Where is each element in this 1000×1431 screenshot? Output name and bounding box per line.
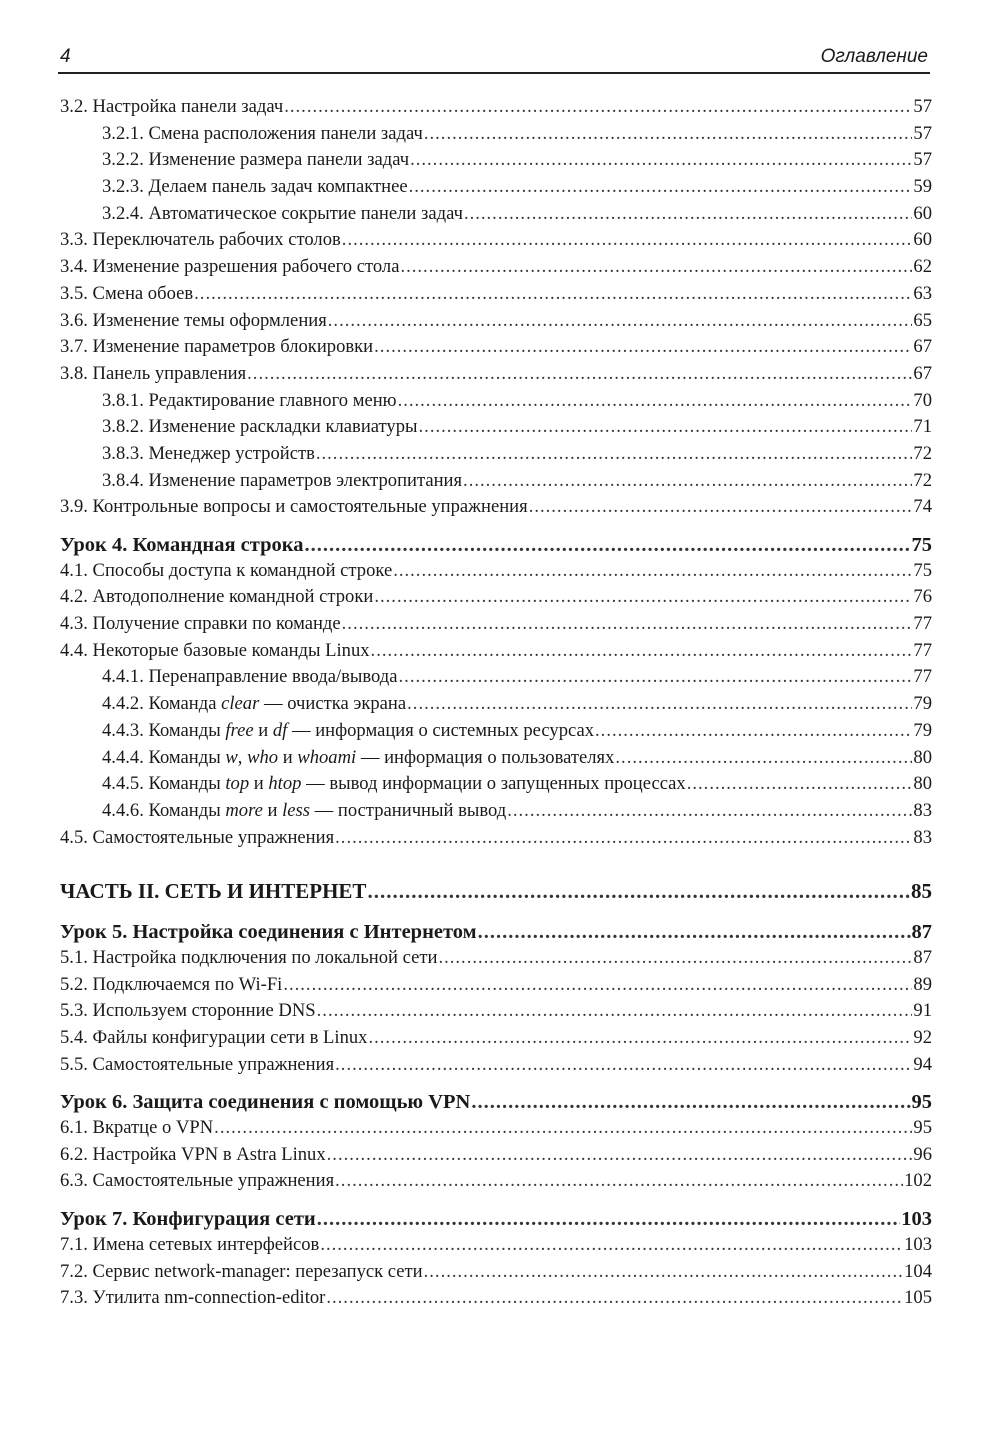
toc-entry [60, 95, 932, 122]
command-name: who [247, 746, 279, 768]
toc-entry [60, 665, 932, 692]
toc-entry-title [102, 799, 506, 823]
title-text: 4.4.2. Команда [102, 693, 222, 715]
dot-leader [247, 362, 912, 386]
command-name: less [282, 799, 311, 821]
dot-leader [367, 877, 910, 905]
toc-page-number: 95 [913, 1117, 932, 1139]
toc-entry-title: 3.3. Переключатель рабочих столов [60, 229, 341, 251]
toc-lesson-entry [60, 919, 932, 946]
toc-entry-title [102, 746, 614, 770]
toc-page-number: 62 [913, 256, 932, 278]
toc-entry [60, 282, 932, 309]
toc-entry-title: 3.6. Изменение темы оформления [60, 309, 327, 331]
page-header [58, 44, 930, 74]
toc-entry-title: 3.5. Смена обоев [60, 282, 194, 304]
toc-page-number: 103 [904, 1233, 932, 1255]
toc-page-number: 77 [913, 613, 932, 635]
dot-leader [399, 665, 913, 689]
toc-entry [60, 1260, 932, 1287]
toc-entry [60, 1026, 932, 1053]
dot-leader [400, 255, 912, 279]
dot-leader [419, 415, 913, 439]
title-text: — информация о пользователях [356, 746, 615, 768]
dot-leader [342, 228, 913, 252]
toc-entry-title: 3.4. Изменение разрешения рабочего стола [60, 256, 400, 278]
toc-entry [60, 335, 932, 362]
dot-leader [393, 559, 912, 583]
title-text: — вывод информации о запущенных процессах [301, 773, 686, 795]
title-text: , [237, 746, 248, 768]
toc-entry [60, 826, 932, 853]
dot-leader [595, 719, 912, 743]
toc-page-number: 59 [913, 176, 932, 198]
toc-entry [60, 1116, 932, 1143]
toc-entry [60, 442, 932, 469]
toc-page-number: 70 [913, 389, 932, 411]
toc-page-number: 75 [913, 559, 932, 581]
title-text: — постраничный вывод [310, 799, 507, 821]
dot-leader [398, 389, 913, 413]
dot-leader [317, 1206, 901, 1232]
toc-entry-title: 6.3. Самостоятельные упражнения [60, 1170, 335, 1192]
dot-leader [328, 309, 913, 333]
toc-entry-title: Урок 6. Защита соединения с помощью VPN [60, 1091, 471, 1114]
toc-entry [60, 999, 932, 1026]
dot-leader [471, 1089, 910, 1115]
dot-leader [424, 122, 913, 146]
toc-entry-title: 3.7. Изменение параметров блокировки [60, 336, 374, 358]
toc-page-number: 87 [911, 921, 932, 944]
toc-entry [60, 719, 932, 746]
toc-page-number: 67 [913, 362, 932, 384]
dot-leader [320, 1233, 903, 1257]
toc-entry-title: 3.8.1. Редактирование главного меню [102, 389, 397, 411]
toc-page-number: 72 [913, 469, 932, 491]
dot-leader [529, 495, 913, 519]
toc-entry-title: 5.4. Файлы конфигурации сети в Linux [60, 1027, 368, 1048]
dot-leader [410, 148, 912, 172]
toc-entry-title: ЧАСТЬ II. СЕТЬ И ИНТЕРНЕТ [60, 879, 367, 904]
toc-page-number: 77 [913, 666, 932, 688]
toc-entry-title: 3.2.3. Делаем панель задач компактнее [102, 176, 408, 198]
toc-page-number: 89 [913, 973, 932, 995]
dot-leader [463, 469, 912, 493]
toc-page-number: 57 [913, 122, 932, 144]
dot-leader [335, 826, 912, 850]
dot-leader [214, 1116, 912, 1140]
toc-page-number: 63 [913, 282, 932, 304]
dot-leader [305, 532, 911, 558]
dot-leader [687, 772, 913, 796]
command-name: df [272, 719, 288, 741]
toc-page-number: 87 [913, 946, 932, 968]
toc-entry [60, 746, 932, 773]
dot-leader [464, 202, 912, 226]
command-name: w [225, 746, 238, 768]
toc-entry-title: 3.8.3. Менеджер устройств [102, 442, 315, 464]
toc-entry [60, 799, 932, 826]
dot-leader [327, 1143, 913, 1167]
toc-entry [60, 1169, 932, 1196]
dot-leader [409, 175, 913, 199]
toc-page-number: 57 [913, 96, 932, 117]
toc-entry [60, 1143, 932, 1170]
toc-entry [60, 389, 932, 416]
title-text: — информация о системных ресурсах [287, 719, 595, 741]
title-text: и [253, 719, 273, 741]
toc-entry [60, 612, 932, 639]
command-name: free [225, 719, 254, 741]
toc-page-number: 72 [913, 442, 932, 464]
dot-leader [326, 1286, 903, 1310]
toc-page-number: 83 [913, 799, 932, 821]
toc-entry-title: 5.5. Самостоятельные упражнения [60, 1053, 335, 1075]
dot-leader [342, 612, 913, 636]
toc-page-number: 79 [913, 719, 932, 741]
toc-page-number: 75 [911, 534, 932, 556]
toc-entry-title: 7.1. Имена сетевых интерфейсов [60, 1233, 320, 1255]
toc-entry [60, 122, 932, 149]
dot-leader [283, 973, 912, 997]
toc-lesson-entry [60, 1089, 932, 1116]
title-text: 4.4.4. Команды [102, 746, 226, 768]
toc-page-number: 67 [913, 336, 932, 358]
title-text: и [262, 799, 283, 821]
toc-page-number: 74 [913, 496, 932, 518]
toc-entry [60, 973, 932, 1000]
toc-entry-title: 7.3. Утилита nm-connection-editor [60, 1287, 326, 1309]
toc-entry-title: 3.2.4. Автоматическое сокрытие панели задач [102, 202, 463, 224]
dot-leader [335, 1169, 903, 1193]
toc-entry [60, 362, 932, 389]
toc-entry-title: 4.3. Получение справки по команде [60, 613, 341, 635]
toc-entry-title: 4.5. Самостоятельные упражнения [60, 826, 335, 848]
toc-entry [60, 1286, 932, 1313]
toc-entry-title: Урок 7. Конфигурация сети [60, 1208, 316, 1231]
toc-page-number: 71 [913, 416, 932, 438]
toc-page-number: 92 [913, 1027, 932, 1048]
toc-page-number: 76 [913, 586, 932, 608]
toc-entry-title: 3.2. Настройка панели задач [60, 96, 284, 117]
toc-entry [60, 559, 932, 586]
toc-entry [60, 228, 932, 255]
toc-entry [60, 415, 932, 442]
toc-part-entry [60, 877, 932, 907]
table-of-contents [60, 95, 932, 1313]
dot-leader [317, 999, 913, 1023]
toc-entry-title [102, 719, 594, 743]
toc-lesson-entry [60, 532, 932, 559]
toc-page-number: 95 [911, 1091, 932, 1114]
toc-entry-title [102, 692, 406, 716]
toc-page-number: 103 [901, 1208, 932, 1231]
toc-entry-title: 4.2. Автодополнение командной строки [60, 586, 374, 608]
toc-page-number: 105 [904, 1287, 932, 1309]
toc-entry [60, 946, 932, 973]
dot-leader [407, 692, 912, 716]
toc-entry-title: 5.3. Используем сторонние DNS [60, 1000, 316, 1022]
dot-leader [335, 1053, 912, 1077]
toc-entry-title [102, 772, 686, 796]
toc-page-number: 83 [913, 826, 932, 848]
toc-entry-title: 4.4.1. Перенаправление ввода/вывода [102, 666, 398, 688]
toc-page-number: 79 [913, 693, 932, 715]
toc-entry-title: 3.8.2. Изменение раскладки клавиатуры [102, 416, 418, 438]
toc-page-number: 85 [911, 879, 932, 904]
dot-leader [194, 282, 912, 306]
toc-page-number: 91 [913, 1000, 932, 1022]
toc-entry [60, 772, 932, 799]
toc-entry-title: 4.4. Некоторые базовые команды Linux [60, 639, 370, 661]
toc-entry [60, 495, 932, 522]
toc-page-number: 65 [913, 309, 932, 331]
dot-leader [424, 1260, 903, 1284]
dot-leader [374, 585, 912, 609]
title-text: и [278, 746, 298, 768]
toc-page-number: 94 [913, 1053, 932, 1075]
title-text: 4.4.6. Команды [102, 799, 226, 821]
toc-entry [60, 148, 932, 175]
title-text: 4.4.5. Команды [102, 773, 226, 795]
page-number: 4 [60, 46, 71, 67]
command-name: clear [221, 693, 260, 715]
dot-leader [507, 799, 912, 823]
toc-page-number: 104 [904, 1260, 932, 1282]
toc-entry [60, 1233, 932, 1260]
command-name: htop [268, 773, 302, 795]
dot-leader [316, 442, 913, 466]
dot-leader [284, 95, 912, 119]
toc-lesson-entry [60, 1206, 932, 1233]
dot-leader [478, 919, 911, 945]
toc-entry-title: 5.2. Подключаемся по Wi-Fi [60, 973, 283, 995]
toc-page-number: 60 [913, 202, 932, 224]
toc-page-number: 77 [913, 639, 932, 661]
dot-leader [374, 335, 912, 359]
command-name: whoami [297, 746, 357, 768]
toc-entry [60, 309, 932, 336]
toc-entry-title: 6.2. Настройка VPN в Astra Linux [60, 1143, 326, 1165]
title-text: — очистка экрана [259, 693, 407, 715]
toc-entry-title: 4.1. Способы доступа к командной строке [60, 559, 393, 581]
toc-entry [60, 469, 932, 496]
toc-page-number: 80 [913, 746, 932, 768]
title-text: 4.4.3. Команды [102, 719, 226, 741]
command-name: top [225, 773, 250, 795]
toc-entry-title: 6.1. Вкратце о VPN [60, 1117, 214, 1139]
toc-entry-title: 3.9. Контрольные вопросы и самостоятельные упражнения [60, 496, 528, 518]
toc-entry [60, 1053, 932, 1080]
toc-entry [60, 175, 932, 202]
toc-page-number: 102 [904, 1170, 932, 1192]
running-head-title: Оглавление [820, 46, 928, 67]
dot-leader [371, 639, 913, 663]
toc-entry-title: Урок 4. Командная строка [60, 534, 304, 556]
toc-page-number: 80 [913, 773, 932, 795]
toc-entry-title: 3.2.2. Изменение размера панели задач [102, 149, 410, 171]
toc-entry [60, 585, 932, 612]
toc-entry [60, 639, 932, 666]
command-name: more [225, 799, 263, 821]
toc-entry-title: Урок 5. Настройка соединения с Интернетом [60, 921, 477, 944]
toc-entry [60, 202, 932, 229]
toc-entry-title: 5.1. Настройка подключения по локальной сети [60, 946, 438, 968]
toc-entry-title: 7.2. Сервис network-manager: перезапуск сети [60, 1260, 423, 1282]
toc-page-number: 57 [913, 149, 932, 171]
dot-leader [438, 946, 912, 970]
toc-page-number: 60 [913, 229, 932, 251]
toc-entry-title: 3.8.4. Изменение параметров электропитания [102, 469, 463, 491]
toc-entry [60, 255, 932, 282]
title-text: и [249, 773, 269, 795]
dot-leader [368, 1026, 912, 1050]
dot-leader [615, 746, 912, 770]
toc-entry-title: 3.2.1. Смена расположения панели задач [102, 122, 423, 144]
toc-page-number: 96 [913, 1143, 932, 1165]
toc-entry-title: 3.8. Панель управления [60, 362, 247, 384]
toc-entry [60, 692, 932, 719]
